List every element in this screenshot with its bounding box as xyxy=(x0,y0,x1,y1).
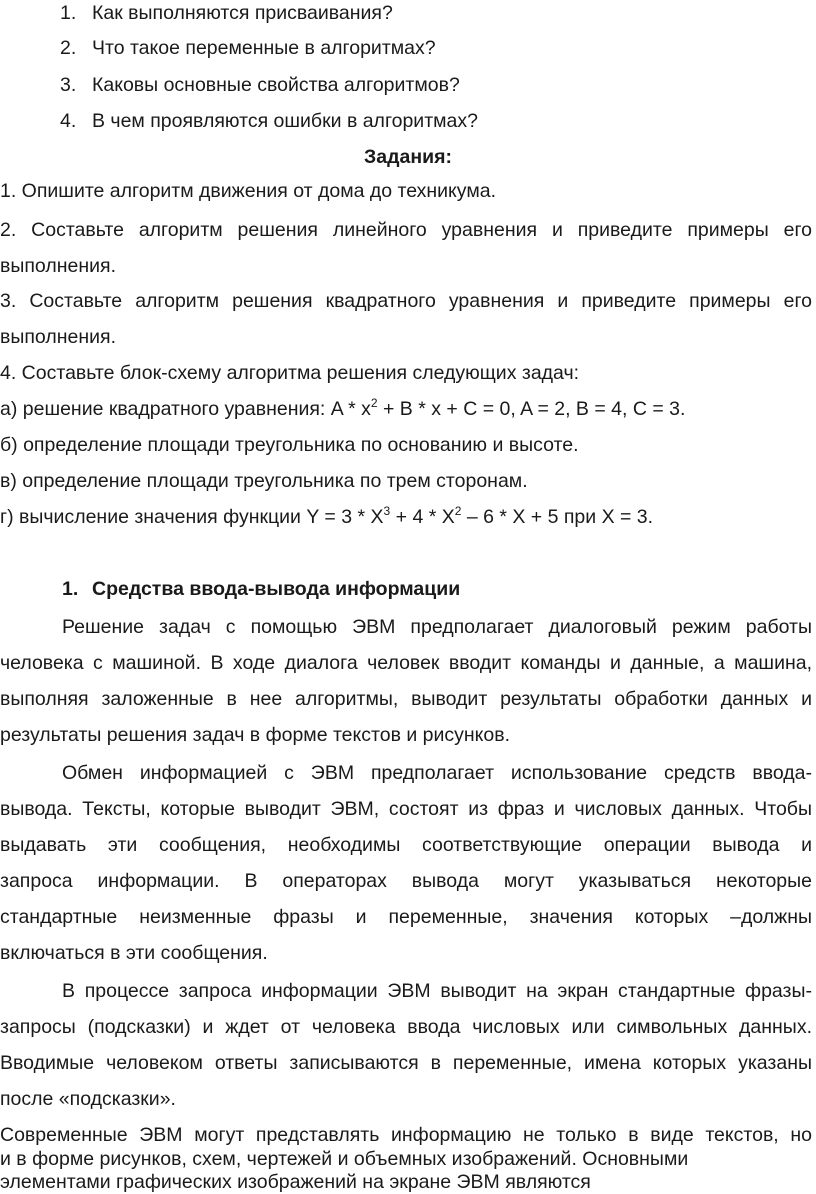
question-text: Каковы основные свойства алгоритмов? xyxy=(92,74,460,96)
paragraph-line: выполняя заложенные в нее алгоритмы, выводит результаты обработки данных и xyxy=(0,688,812,710)
question-text: В чем проявляются ошибки в алгоритмах? xyxy=(92,110,478,132)
exponent: 2 xyxy=(454,504,462,518)
section-title: Средства ввода-вывода информации xyxy=(92,578,461,600)
paragraph-line: Обмен информацией с ЭВМ предполагает использование средств ввода- xyxy=(62,762,812,784)
paragraph-line: Решение задач с помощью ЭВМ предполагает диалоговый режим работы xyxy=(62,616,812,638)
paragraph-line: стандартные неизменные фразы и переменные, значения которых –должны xyxy=(0,906,812,928)
paragraph-line: Вводимые человеком ответы записываются в переменные, имена которых указаны xyxy=(0,1052,812,1074)
paragraph-line: запросы (подсказки) и ждет от человека ввода числовых или символьных данных. xyxy=(0,1016,812,1038)
paragraph-line: человека с машиной. В ходе диалога человек вводит команды и данные, а машина, xyxy=(0,652,812,674)
exponent: 3 xyxy=(383,504,391,518)
paragraph-line: Современные ЭВМ могут представлять информацию не только в виде текстов, но xyxy=(0,1124,812,1146)
subtask-a xyxy=(0,398,685,421)
subtask-g-text-rest: – 6 * X + 5 при X = 3. xyxy=(461,506,654,528)
paragraph-line: элементами графических изображений на экране ЭВМ являются xyxy=(0,1171,591,1193)
tasks-heading: Задания: xyxy=(364,146,452,168)
task-4: 4. Составьте блок-схему алгоритма решения следующих задач: xyxy=(0,362,580,384)
paragraph-line: выдавать эти сообщения, необходимы соответствующие операции вывода и xyxy=(0,834,812,856)
paragraph-line: В процессе запроса информации ЭВМ выводит на экран стандартные фразы- xyxy=(62,980,812,1002)
subtask-g xyxy=(0,506,653,529)
paragraph-line: вывода. Тексты, которые выводит ЭВМ, состоят из фраз и числовых данных. Чтобы xyxy=(0,798,812,820)
subtask-v: в) определение площади треугольника по трем сторонам. xyxy=(0,470,528,492)
section-heading xyxy=(62,578,460,601)
subtask-a-text-rest: + B * x + C = 0, A = 2, B = 4, C = 3. xyxy=(377,398,686,420)
paragraph-line: после «подсказки». xyxy=(0,1088,176,1110)
paragraph-line: запроса информации. В операторах вывода могут указываться некоторые xyxy=(0,870,812,892)
question-number: 4. xyxy=(60,110,77,132)
question-number: 3. xyxy=(60,74,77,96)
task-3-line-2: выполнения. xyxy=(0,326,116,348)
question-number: 1. xyxy=(60,2,77,24)
question-item xyxy=(60,2,393,25)
paragraph-line: и в форме рисунков, схем, чертежей и объемных изображений. Основными xyxy=(0,1148,689,1170)
section-number: 1. xyxy=(62,578,79,600)
question-item xyxy=(60,110,478,133)
task-1: 1. Опишите алгоритм движения от дома до техникума. xyxy=(0,180,497,202)
paragraph-line: результаты решения задач в форме текстов и рисунков. xyxy=(0,724,511,746)
question-item xyxy=(60,37,436,60)
question-text: Как выполняются присваивания? xyxy=(92,2,393,24)
exponent: 2 xyxy=(370,396,378,410)
task-2-line-2: выполнения. xyxy=(0,255,116,277)
subtask-g-text-mid: + 4 * X xyxy=(390,506,455,528)
task-3-line-1: 3. Составьте алгоритм решения квадратного уравнения и приведите примеры его xyxy=(0,290,812,312)
subtask-b: б) определение площади треугольника по основанию и высоте. xyxy=(0,434,579,456)
paragraph-line: включаться в эти сообщения. xyxy=(0,942,268,964)
question-item xyxy=(60,74,460,97)
subtask-g-text: г) вычисление значения функции Y = 3 * X xyxy=(0,506,384,528)
question-text: Что такое переменные в алгоритмах? xyxy=(92,37,436,59)
task-2-line-1: 2. Составьте алгоритм решения линейного уравнения и приведите примеры его xyxy=(0,219,812,241)
subtask-a-text: а) решение квадратного уравнения: A * x xyxy=(0,398,371,420)
question-number: 2. xyxy=(60,37,77,59)
